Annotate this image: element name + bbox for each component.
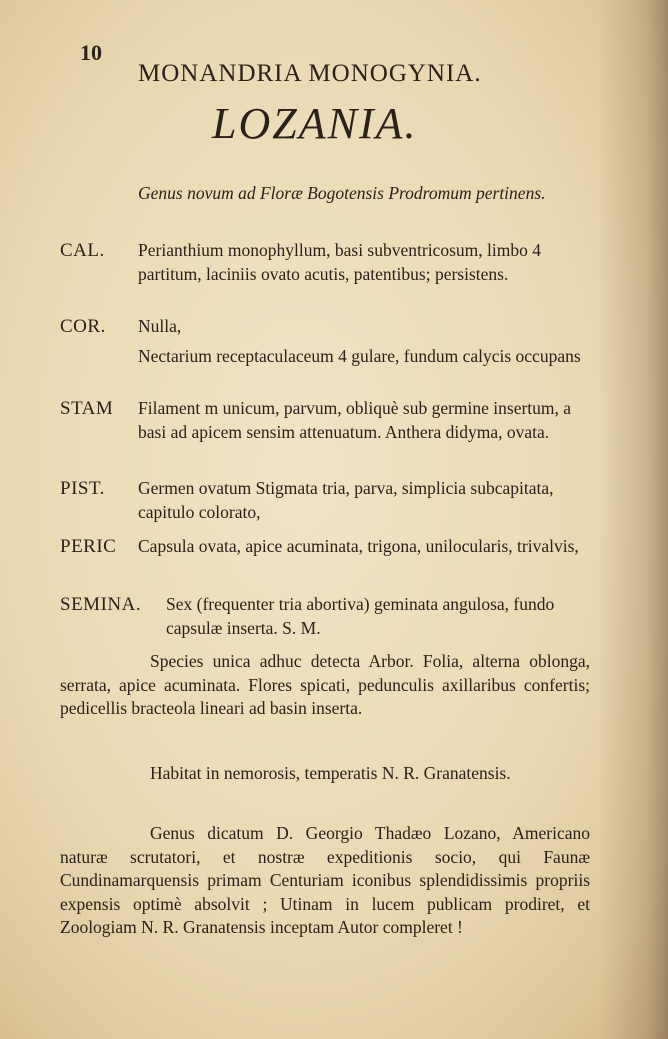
entry-label: PERIC xyxy=(60,536,117,557)
entry-stamen xyxy=(60,396,590,442)
entry-label: STAM xyxy=(60,398,114,419)
genus-title: LOZANIA. xyxy=(212,99,418,148)
entry-text: Germen ovatum Stigmata tria, parva, simplicia subcapitata, capitulo colorato, xyxy=(138,478,554,522)
intro-text: Genus novum ad Floræ Bogotensis Prodromum pertinens. xyxy=(138,183,546,203)
page-gutter-shadow xyxy=(598,0,668,1039)
paragraph-description xyxy=(60,650,590,721)
entry-calyx xyxy=(60,238,590,284)
entry-label: CAL. xyxy=(60,240,105,261)
paragraph-dedication xyxy=(60,822,590,940)
running-head: MONANDRIA MONOGYNIA. xyxy=(138,60,482,87)
paragraph-text: Species unica adhuc detecta Arbor. Folia, alterna oblonga, serrata, apice acuminata. Flores spicati, pedunculis axillaribus confertis; pedicellis bracteola lineari ad basin inserta. xyxy=(60,651,590,718)
entry-nectary xyxy=(60,344,590,368)
entry-text: Sex (frequenter tria abortiva) geminata angulosa, fundo capsulæ inserta. S. M. xyxy=(166,594,555,638)
entry-text: Capsula ovata, apice acuminata, trigona, unilocularis, trivalvis, xyxy=(138,536,579,556)
entry-pistil xyxy=(60,476,590,522)
entry-text: Filament m unicum, parvum, obliquè sub germine insertum, a basi ad apicem sensim attenuatum. Anthera didyma, ovata. xyxy=(138,398,572,442)
paragraph-habitat xyxy=(60,762,590,786)
entry-label: SEMINA. xyxy=(60,594,142,615)
paragraph-text: Habitat in nemorosis, temperatis N. R. Granatensis. xyxy=(150,763,511,783)
entry-corolla xyxy=(60,314,590,339)
entry-text: Nulla, xyxy=(138,316,182,336)
entry-text: Nectarium receptaculaceum 4 gulare, fundum calycis occupans xyxy=(138,346,581,366)
entry-label: PIST. xyxy=(60,478,105,499)
paragraph-text: Genus dicatum D. Georgio Thadæo Lozano, Americano naturæ scrutatori, et nostræ expeditionis socio, qui Faunæ Cundinamarquensis primam Centuriam iconibus splendidissimis propriis expensis optimè absolvit ; Utinam in lucem publicam prodiret, et Zoologiam N. R. Granatensis inceptam Autor compleret ! xyxy=(60,823,590,937)
page-number: 10 xyxy=(80,40,102,65)
entry-text: Perianthium monophyllum, basi subventricosum, limbo 4 partitum, laciniis ovato acutis, patentibus; persistens. xyxy=(138,240,541,284)
entry-label: COR. xyxy=(60,316,106,337)
entry-pericarp xyxy=(60,534,590,559)
entry-seeds xyxy=(60,592,590,638)
